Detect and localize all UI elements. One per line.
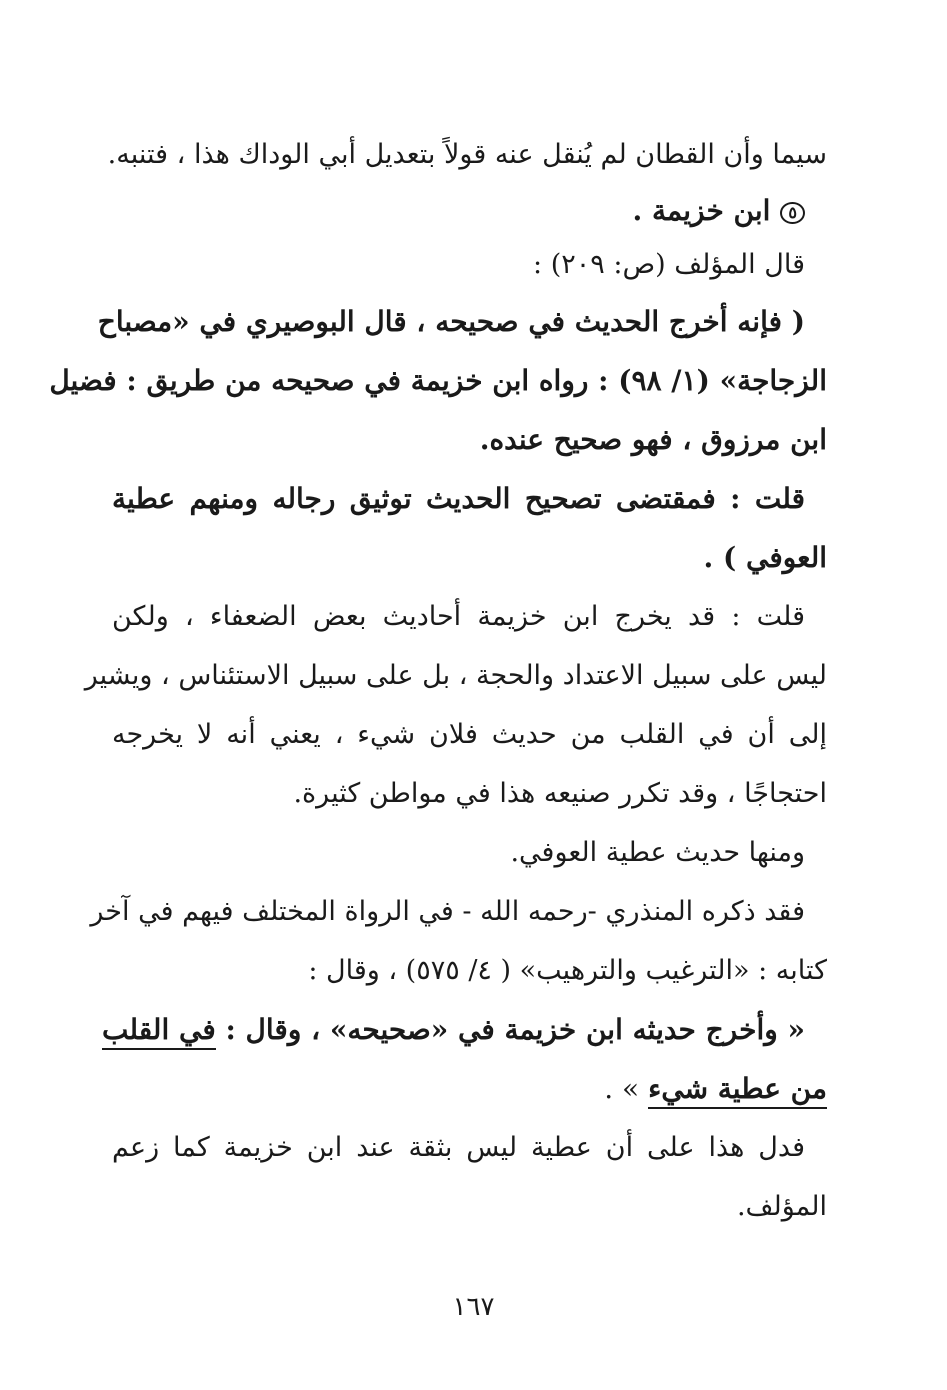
text-line: احتجاجًا ، وقد تكرر صنيعه هذا في مواطن كثيرة. — [293, 778, 827, 809]
quote-close: » . — [604, 1072, 649, 1105]
section-number-badge: ٥ — [780, 202, 805, 224]
quote-line: ابن مرزوق ، فهو صحيح عنده. — [479, 423, 827, 456]
quote-line: قلت : فمقتضى تصحيح الحديث توثيق رجاله ومنهم عطية — [112, 482, 805, 515]
text-line: ليس على سبيل الاعتداد والحجة ، بل على سبيل الاستئناس ، ويشير — [84, 660, 827, 691]
text-line: سيما وأن القطان لم يُنقل عنه قولاً بتعديل أبي الوداك هذا ، فتنبه. — [107, 139, 827, 170]
page-number: ١٦٧ — [452, 1292, 495, 1322]
quote-line: الزجاجة» (١/ ٩٨) : رواه ابن خزيمة في صحيحه من طريق : فضيل — [49, 364, 827, 397]
text-line: فقد ذكره المنذري -رحمه الله - في الرواة المختلف فيهم في آخر — [90, 896, 805, 927]
section-heading-label: ابن خزيمة . — [632, 194, 771, 227]
text-line: ومنها حديث عطية العوفي. — [510, 837, 805, 868]
quote-text: « وأخرج حديثه ابن خزيمة في «صحيحه» ، وقال : — [225, 1013, 805, 1046]
text-line: قال المؤلف (ص: ٢٠٩) : — [533, 249, 805, 280]
text-line: قلت : قد يخرج ابن خزيمة أحاديث بعض الضعفاء ، ولكن — [112, 601, 805, 632]
text-line: كتابه : «الترغيب والترهيب» ( ٤/ ٥٧٥) ، وقال : — [308, 955, 827, 986]
quote-line: العوفي ) . — [703, 541, 827, 574]
underlined-text: من عطية شيء — [648, 1072, 827, 1109]
text-line: إلى أن في القلب من حديث فلان شيء ، يعني أنه لا يخرجه — [112, 719, 827, 750]
section-heading — [112, 184, 827, 238]
underlined-text: في القلب — [102, 1013, 216, 1050]
document-body — [49, 125, 827, 1236]
text-line: فدل هذا على أن عطية ليس بثقة عند ابن خزيمة كما زعم — [112, 1132, 805, 1163]
quote-line — [112, 1059, 827, 1118]
text-line: المؤلف. — [736, 1191, 827, 1222]
quote-line: ( فإنه أخرج الحديث في صحيحه ، قال البوصيري في «مصباح — [97, 305, 805, 338]
quote-line — [102, 1000, 827, 1059]
